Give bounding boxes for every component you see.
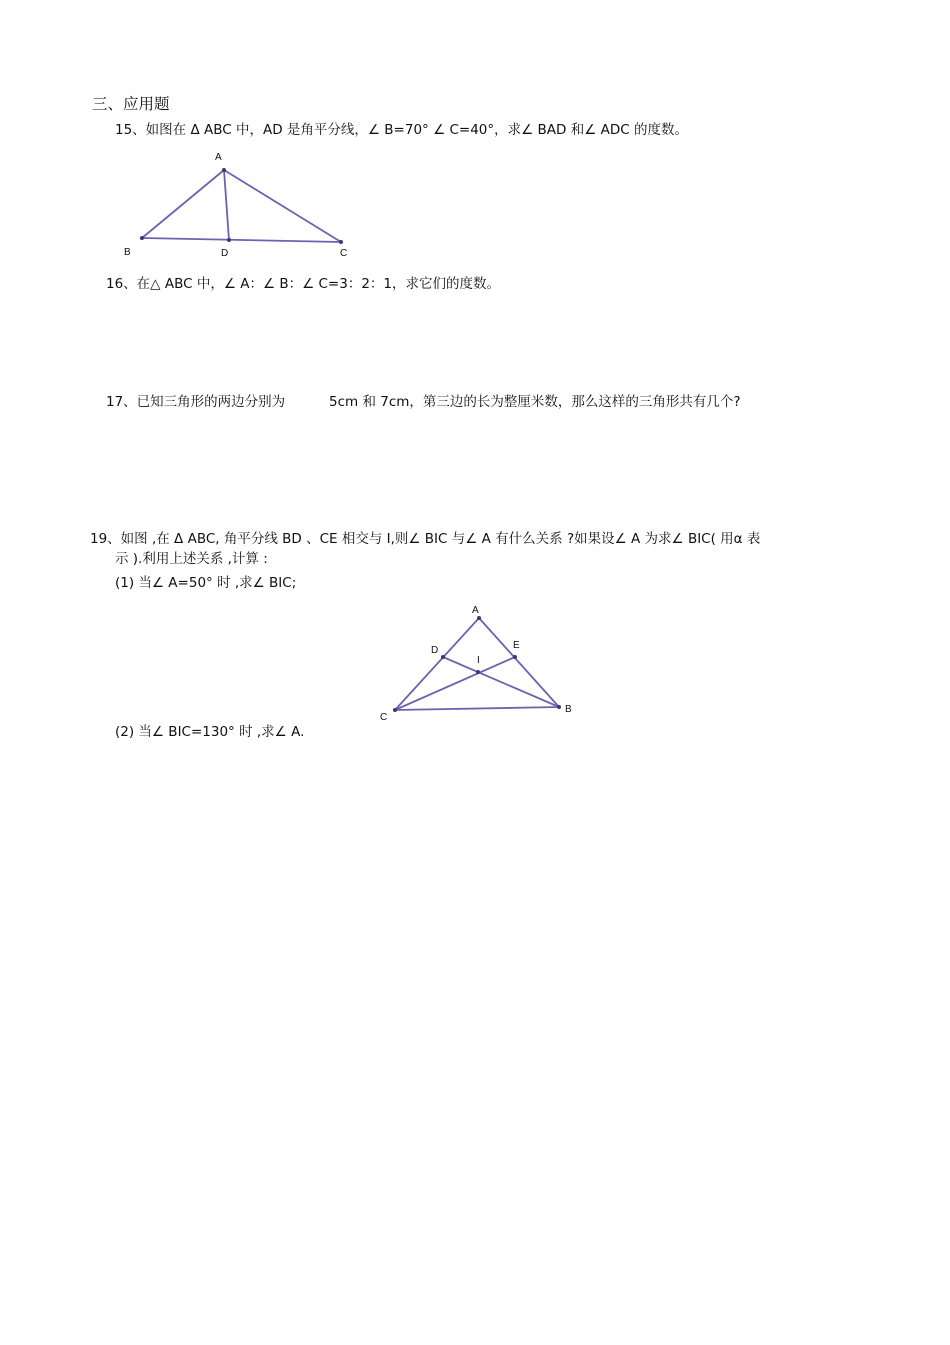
label-b: B [565,704,572,715]
question-19-line-2: 示 ).利用上述关系 ,计算 : [115,551,268,567]
question-16-text: 16、在△ ABC 中，∠ A：∠ B：∠ C=3：2：1，求它们的度数。 [106,276,501,292]
section-title: 三、应用题 [92,95,170,113]
label-d: D [431,645,439,656]
question-15-text: 15、如图在 Δ ABC 中，AD 是角平分线，∠ B=70° ∠ C=40°，求∠ BAD 和∠ ADC 的度数。 [115,122,688,138]
triangle-abc-figure [118,148,363,263]
label-a: A [215,152,222,163]
edge-ac [224,170,341,242]
label-b: B [124,247,131,258]
question-17-text-start: 17、已知三角形的两边分别为 [106,394,286,410]
label-a: A [472,605,479,616]
label-i: I [477,655,480,666]
point-d [441,655,445,659]
point-b [140,236,144,240]
label-c: C [340,248,348,259]
triangle-bisectors-figure [375,598,580,726]
point-a [477,616,481,620]
label-c: C [380,712,388,723]
point-a [222,168,226,172]
label-d: D [221,248,229,259]
edge-bc [142,238,341,242]
point-b [557,705,561,709]
question-17-text-end: 5cm 和 7cm，第三边的长为整厘米数，那么这样的三角形共有几个? [329,394,741,410]
question-19-line-1: 19、如图 ,在 Δ ABC, 角平分线 BD 、CE 相交与 I,则∠ BIC 与∠ A 有什么关系 ?如果设∠ A 为求∠ BIC( 用α 表 [90,531,761,547]
edge-ad [224,170,229,240]
question-19-part-1: (1) 当∠ A=50° 时 ,求∠ BIC; [115,575,297,591]
point-c [393,708,397,712]
point-i [476,670,480,674]
edge-ac [395,618,479,710]
point-e [513,655,517,659]
point-d [227,238,231,242]
edge-ab [142,170,224,238]
bisector-ce [395,657,515,710]
edge-cb [395,707,559,710]
edge-ab [479,618,559,707]
label-e: E [513,640,520,651]
point-c [339,240,343,244]
question-19-part-2: (2) 当∠ BIC=130° 时 ,求∠ A. [115,724,305,740]
